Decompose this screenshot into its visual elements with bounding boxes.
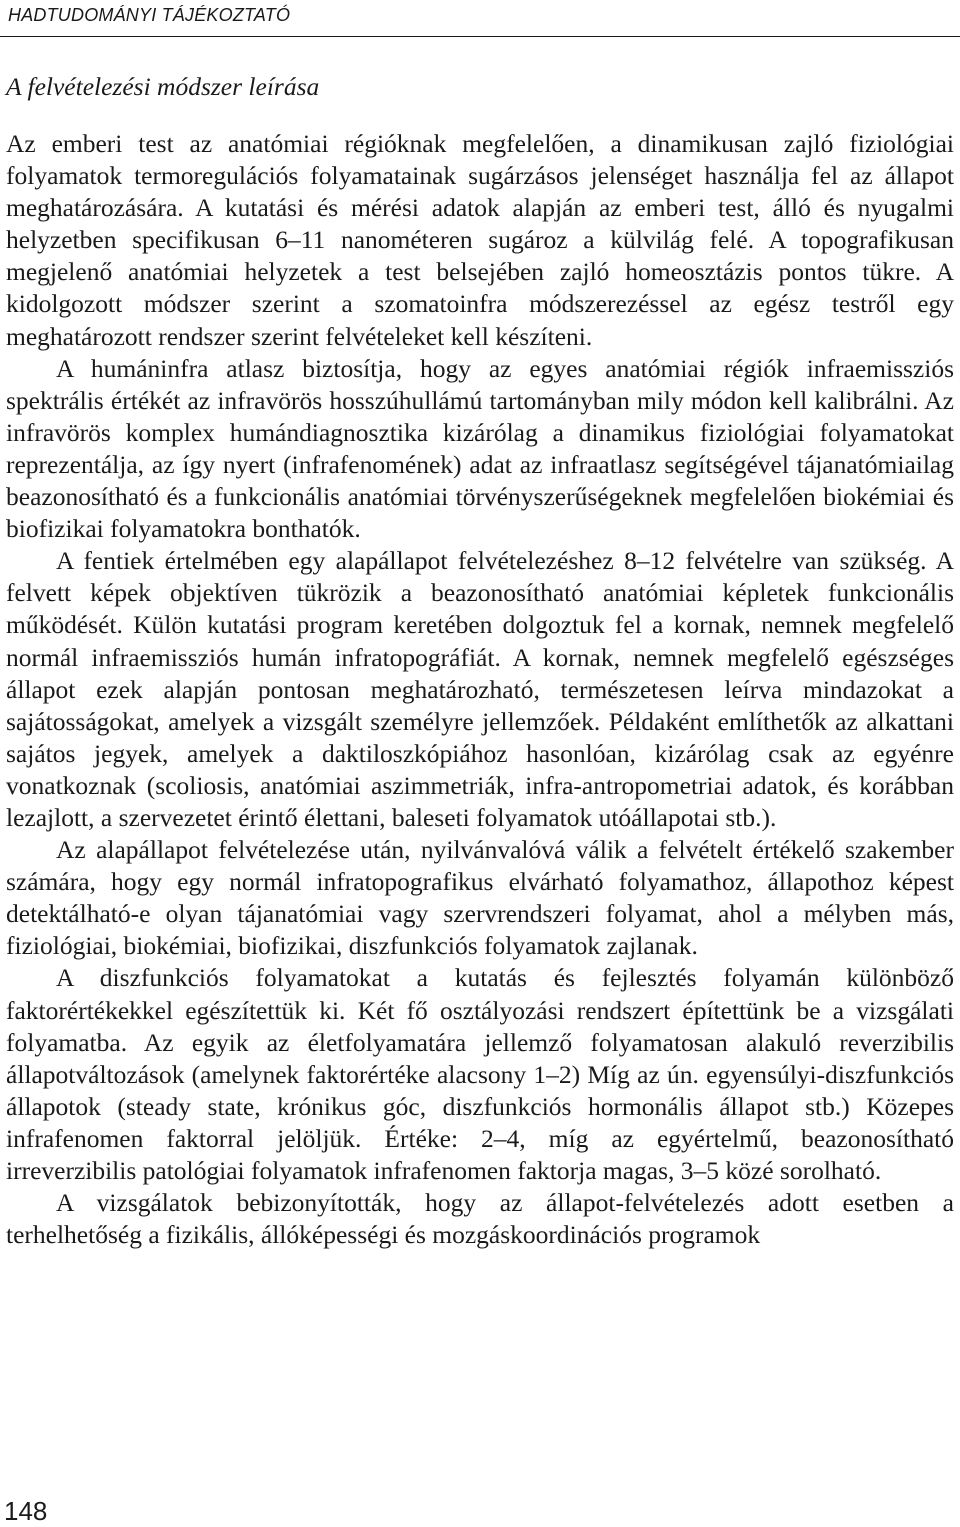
paragraph-3: A fentiek értelmében egy alapállapot felvételezéshez 8–12 felvételre van szükség. A felvett képek objektíven tükrözik a beazonosítható anatómiai képletek funkcionális működését. Külön kutatási program keretében dolgoztuk fel a kornak, nemnek megfelelő normál infraemissziós humán infratopográfiát. A kornak, nemnek megfelelő egészséges állapot ezek alapján pontosan meghatározható, természetesen leírva mindazokat a sajátosságokat, amelyek a vizsgált személyre jellemzőek. Példaként említhetők az alkattani sajátos jegyek, amelyek a daktiloszkópiához hasonlóan, kizárólag csak az egyénre vonatkoznak (scoliosis, anatómiai aszimmetriák, infra-antropometriai adatok, és korábban lezajlott, a szervezetet érintő élettani, baleseti folyamatok utóállapotai stb.). <box>6 546 954 832</box>
paragraph-4: Az alapállapot felvételezése után, nyilvánvalóvá válik a felvételt értékelő szakember számára, hogy egy normál infratopografikus elvárható folyamathoz, állapothoz képest detektálható-e olyan tájanatómiai vagy szervrendszeri folyamat, ahol a mélyben más, fiziológiai, biokémiai, biofizikai, diszfunkciós folyamatok zajlanak. <box>6 835 954 961</box>
paragraph-6: A vizsgálatok bebizonyították, hogy az állapot-felvételezés adott esetben a terhelhetőség a fizikális, állóképességi és mozgáskoordinációs programok <box>6 1188 954 1250</box>
page-number: 148 <box>4 1496 48 1526</box>
section-heading: A felvételezési módszer leírása <box>6 72 320 101</box>
paragraph-1: Az emberi test az anatómiai régióknak megfelelően, a dinamikusan zajló fiziológiai folyamatok termoregulációs folyamatainak sugárzásos jelenséget használja fel az állapot meghatározására. A kutatási és mérési adatok alapján az emberi test, álló és nyugalmi helyzetben specifikusan 6–11 nanométeren sugároz a külvilág felé. A topografikusan megjelenő anatómiai helyzetek a test belsejében zajló homeosztázis pontos tükre. A kidolgozott módszer szerint a szomatoinfra módszerezéssel az egész testről egy meghatározott rendszer szerint felvételeket kell készíteni. <box>6 129 954 351</box>
paragraph-2: A humáninfra atlasz biztosítja, hogy az egyes anatómiai régiók infraemissziós spektrális értékét az infravörös hosszúhullámú tartományban mily módon kell kalibrálni. Az infravörös komplex humándiagnosztika kizárólag a dinamikus fiziológiai folyamatokat reprezentálja, az így nyert (infrafenomének) adat az infraatlasz segítségével tájanatómiailag beazonosítható és a funkcionális anatómiai törvényszerűségeknek megfelelően biokémiai és biofizikai folyamatokra bonthatók. <box>6 353 954 544</box>
journal-title: HADTUDOMÁNYI TÁJÉKOZTATÓ <box>8 5 291 25</box>
article-body <box>6 128 954 1251</box>
running-header <box>0 0 960 37</box>
paragraph-5: A diszfunkciós folyamatokat a kutatás és fejlesztés folyamán különböző faktorértékekkel egészítettük ki. Két fő osztályozási rendszert építettünk be a vizsgálati folyamatba. Az egyik az életfolyamatára jellemző folyamatosan alakuló reverzibilis állapotváltozások (amelynek faktorértéke alacsony 1–2) Míg az ún. egyensúlyi-diszfunkciós állapotok (steady state, krónikus góc, diszfunkciós hormonális állapot stb.) Közepes infrafenomen faktorral jelöljük. Értéke: 2–4, míg az egyértelmű, beazonosítható irreverzibilis patológiai folyamatok infrafenomen faktorja magas, 3–5 közé sorolható. <box>6 963 954 1185</box>
